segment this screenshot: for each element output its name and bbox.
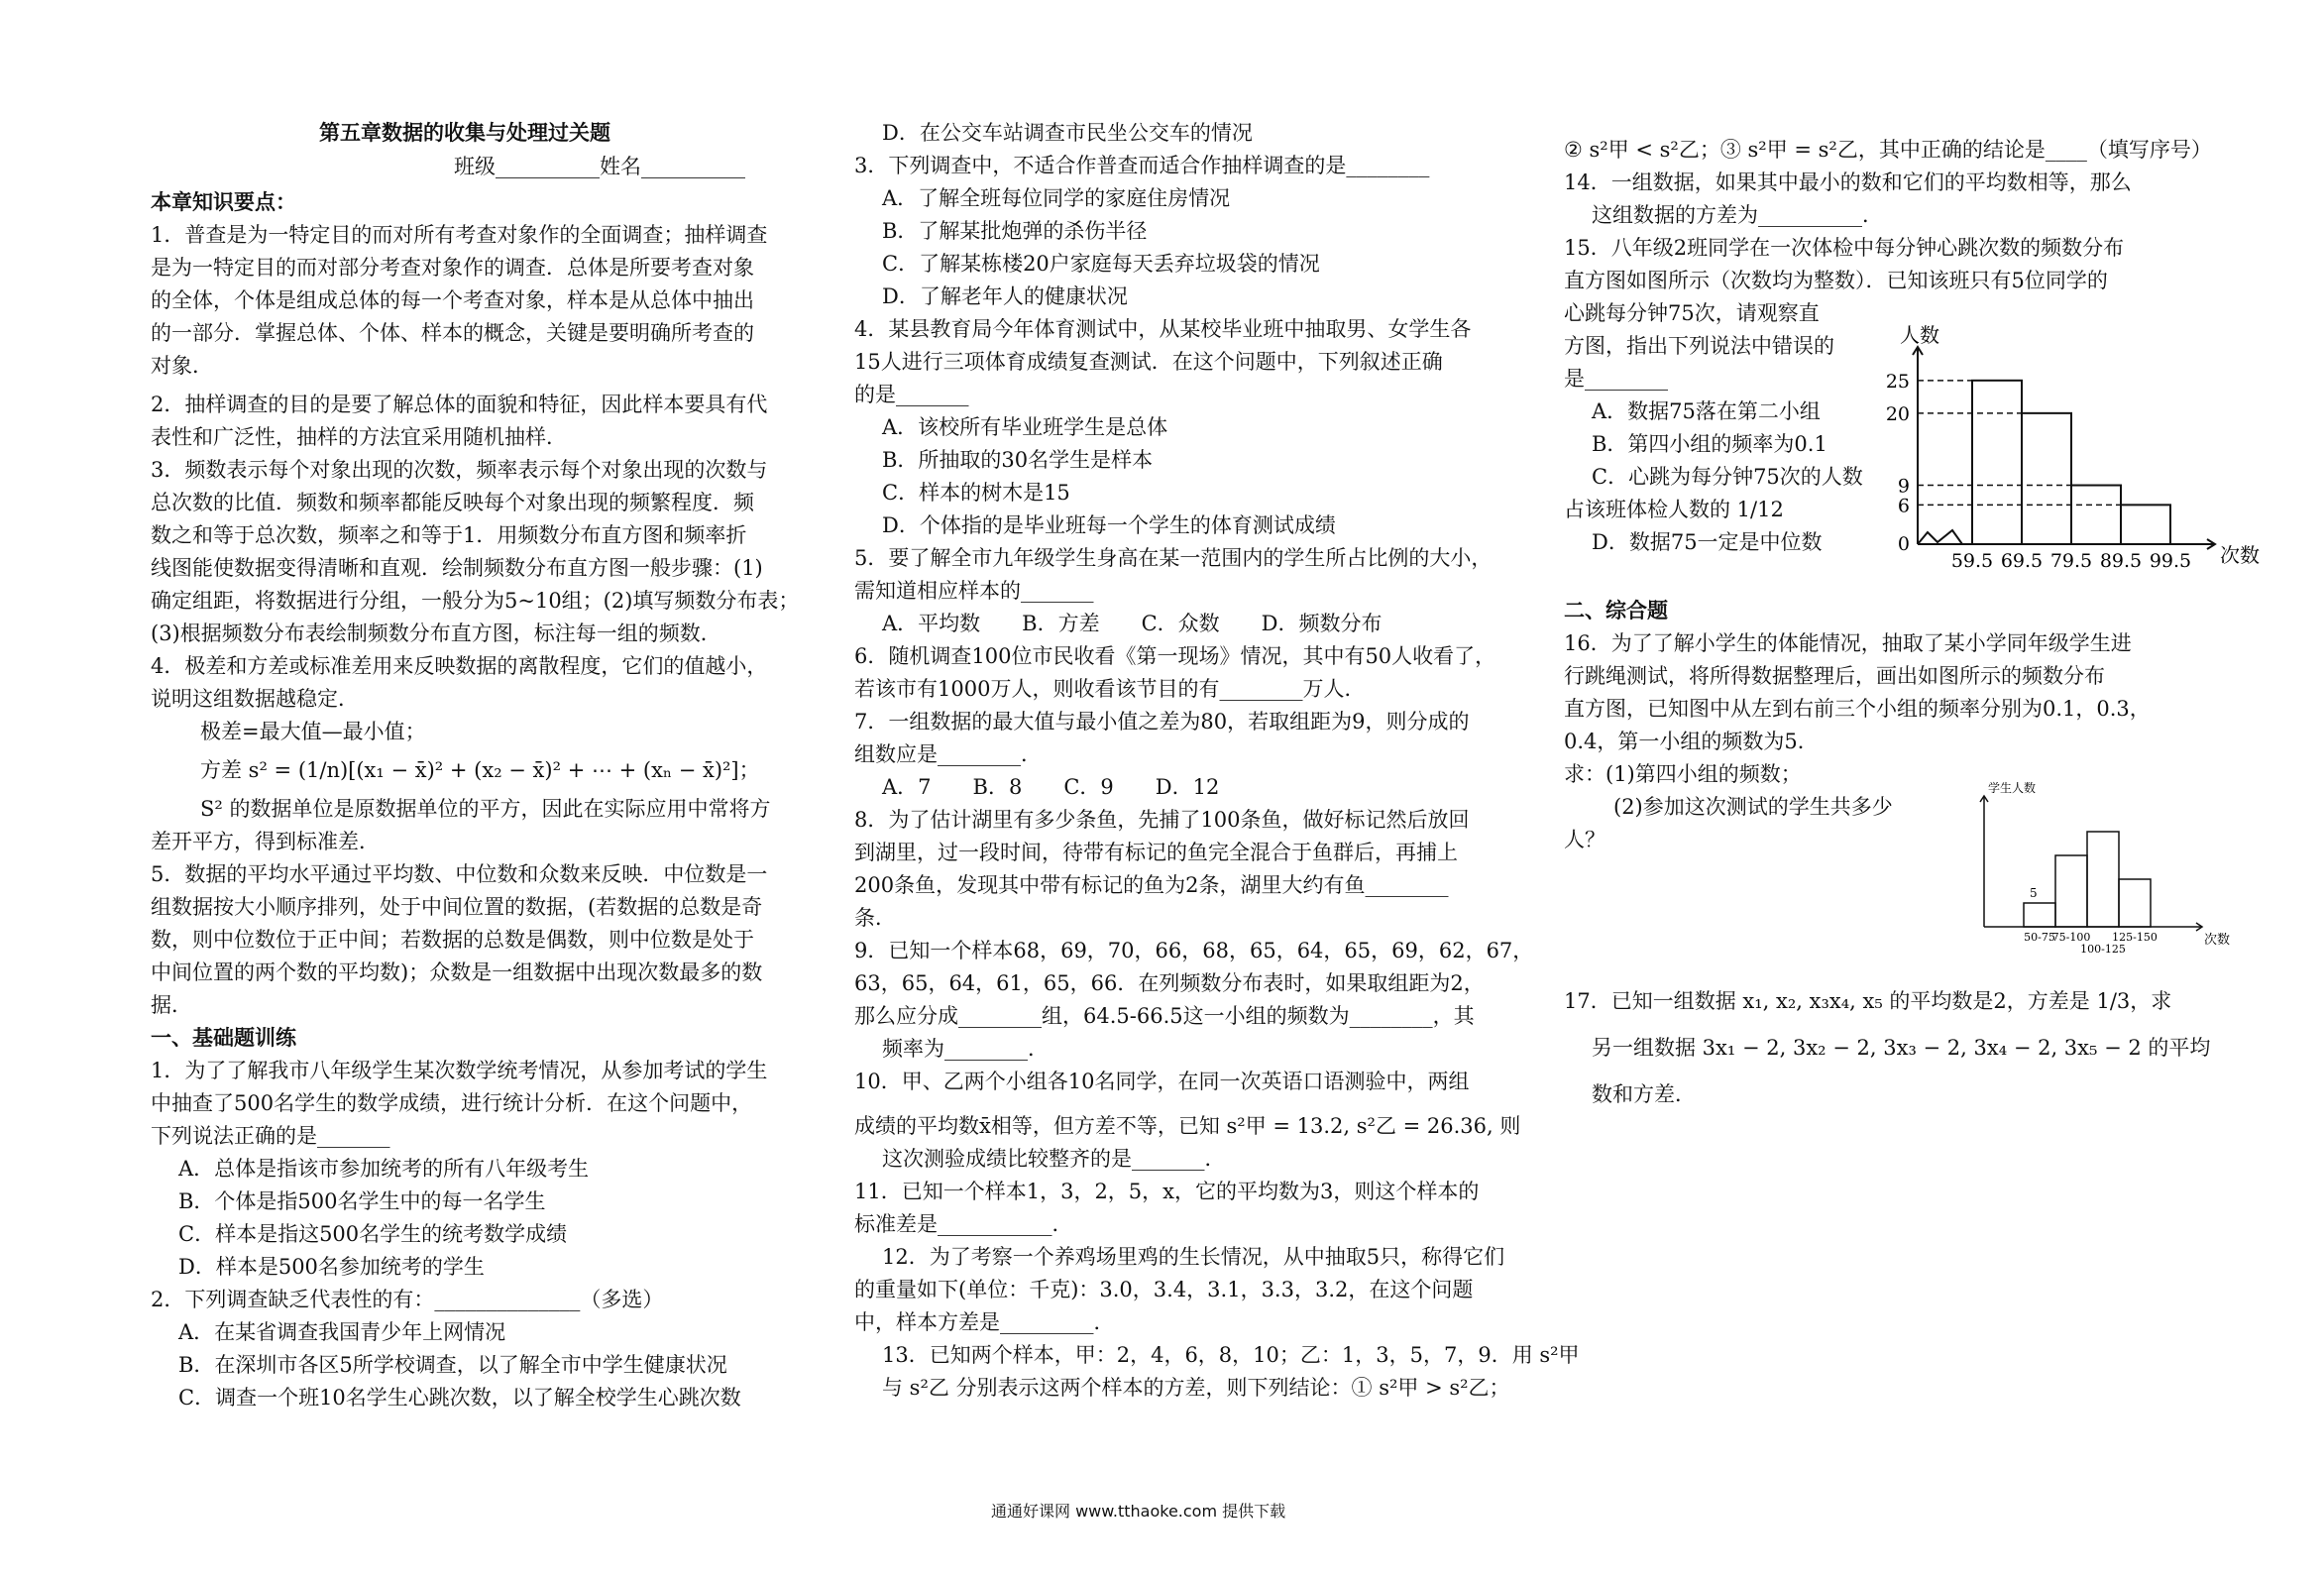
col1-line: D．样本是500名参加统考的学生: [178, 1255, 485, 1279]
y-tick-label: 0: [1897, 533, 1910, 555]
col2-line: 15人进行三项体育成绩复查测试．在这个问题中，下列叙述正确: [854, 350, 1443, 374]
col2-line: 成绩的平均数x̄相等，但方差不等，已知 s²甲 = 13.2, s²乙 = 26.36, 则: [854, 1114, 1521, 1138]
bar-value-label: 5: [2030, 886, 2038, 900]
col2-line: C．样本的树木是15: [882, 481, 1070, 505]
histogram-bar: [2121, 505, 2170, 544]
col3-line: 心跳每分钟75次，请观察直: [1564, 301, 1820, 325]
histogram-bar: [1972, 381, 2022, 544]
y-tick-label: 9: [1897, 475, 1910, 498]
histogram-bar: [2087, 832, 2119, 927]
col2-line: C．了解某栋楼20户家庭每天丢弃垃圾袋的情况: [882, 252, 1320, 276]
col1-line: 确定组距，将数据进行分组，一般分为5~10组；(2)填写频数分布表；: [151, 589, 800, 613]
col1-line: 说明这组数据越稳定．: [151, 687, 359, 711]
col2-line: 需知道相应样本的_______: [854, 579, 1094, 603]
col2-line: A．7 B．8 C．9 D．12: [882, 775, 1220, 799]
col2-line: 的重量如下(单位：千克)：3.0，3.4，3.1，3.3，3.2，在这个问题: [854, 1278, 1474, 1301]
col1-line: 组数据按大小顺序排列，处于中间位置的数据，(若数据的总数是奇: [151, 895, 763, 919]
x-tick-label: 50-75: [2024, 931, 2055, 944]
col1-line: 是为一特定目的而对部分考查对象作的调查．总体是所要考查对象: [151, 256, 754, 280]
col1-line: 3．频数表示每个对象出现的次数，频率表示每个对象出现的次数与: [151, 458, 768, 482]
col1-line: 的全体，个体是组成总体的每一个考查对象，样本是从总体中抽出: [151, 288, 754, 312]
page-footer: 通通好课网 www.tthaoke.com 提供下载: [991, 1502, 1286, 1521]
col3-line: 行跳绳测试，将所得数据整理后，画出如图所示的频数分布: [1564, 664, 2105, 688]
col3-line: 直方图如图所示（次数均为整数）．已知该班只有5位同学的: [1564, 269, 2108, 292]
col2-line: 条．: [854, 906, 896, 930]
col3-line: B．第四小组的频率为0.1: [1592, 432, 1827, 456]
col2-line: 7．一组数据的最大值与最小值之差为80，若取组距为9，则分成的: [854, 710, 1470, 734]
col2-line: 13．已知两个样本，甲：2，4，6，8，10；乙：1，3，5，7，9．用 s²甲: [882, 1343, 1580, 1367]
col2-line: 这次测验成绩比较整齐的是_______．: [882, 1147, 1226, 1171]
y-tick-label: 20: [1885, 402, 1910, 425]
col1-line: S² 的数据单位是原数据单位的平方，因此在实际应用中常将方: [200, 797, 771, 821]
histogram-bar: [2119, 879, 2151, 927]
col1-line: B．在深圳市各区5所学校调查，以了解全市中学生健康状况: [178, 1353, 727, 1377]
col1-line: 差开平方，得到标准差．: [151, 830, 380, 853]
col3-line: 二、综合题: [1564, 599, 1668, 622]
y-tick-label: 25: [1885, 370, 1910, 393]
col2-line: 9．已知一个样本68，69，70，66，68，65，64，65，69，62，67，: [854, 939, 1534, 962]
col1-line: 中间位置的两个数的平均数)；众数是一组数据中出现次数最多的数: [151, 960, 763, 984]
col1-line: 总次数的比值．频数和频率都能反映每个对象出现的频繁程度．频: [151, 491, 754, 514]
y-axis-label: 人数: [1900, 323, 1939, 347]
col3-line: 15．八年级2班同学在一次体检中每分钟心跳次数的频数分布: [1564, 236, 2125, 260]
col2-line: B．所抽取的30名学生是样本: [882, 448, 1154, 472]
col3-line: 0.4，第一小组的频数为5．: [1564, 730, 1819, 753]
col3-line: 方图，指出下列说法中错误的: [1564, 334, 1834, 358]
col2-line: 10．甲、乙两个小组各10名同学，在同一次英语口语测验中，两组: [854, 1070, 1470, 1093]
col1-line: 5．数据的平均水平通过平均数、中位数和众数来反映．中位数是一: [151, 862, 768, 886]
col1-line: 一、基础题训练: [151, 1026, 296, 1050]
col3-line: 直方图，已知图中从左到右前三个小组的频率分别为0.1，0.3，: [1564, 697, 2151, 721]
col2-line: 与 s²乙 分别表示这两个样本的方差，则下列结论：① s²甲 > s²乙；: [882, 1376, 1510, 1400]
histogram-bar: [2022, 413, 2071, 544]
col1-line: 4．极差和方差或标准差用来反映数据的离散程度，它们的值越小，: [151, 654, 768, 678]
col1-line: 数，则中位数位于正中间；若数据的总数是偶数，则中位数是处于: [151, 928, 754, 952]
x-axis-label: 次数: [2204, 933, 2231, 948]
x-tick-label: 125-150: [2112, 931, 2158, 944]
col2-line: 6．随机调查100位市民收看《第一现场》情况，其中有50人收看了，: [854, 644, 1496, 668]
col2-line: 11．已知一个样本1，3，2，5，x，它的平均数为3，则这个样本的: [854, 1180, 1480, 1203]
page-title: 第五章数据的收集与处理过关题: [319, 121, 610, 145]
name-class-line: 班级__________姓名__________: [454, 155, 745, 178]
column-left: [151, 186, 800, 1414]
col3-line: C．心跳为每分钟75次的人数: [1592, 465, 1863, 489]
col3-line: D．数据75一定是中位数: [1592, 530, 1823, 554]
col1-line: 的一部分．掌握总体、个体、样本的概念，关键是要明确所考查的: [151, 321, 754, 345]
col3-line: 是________: [1564, 367, 1668, 391]
x-tick-label: 100-125: [2080, 943, 2126, 956]
col1-line: 对象．: [151, 354, 213, 378]
col2-line: 频率为________．: [882, 1037, 1049, 1061]
col2-line: D．个体指的是毕业班每一个学生的体育测试成绩: [882, 513, 1336, 537]
col3-line: 人？: [1564, 828, 1605, 851]
col2-line: B．了解某批炮弹的杀伤半径: [882, 219, 1148, 243]
col1-line: A．总体是指该市参加统考的所有八年级考生: [178, 1157, 590, 1181]
col2-line: 200条鱼，发现其中带有标记的鱼为2条，湖里大约有鱼________: [854, 873, 1449, 897]
histogram-bar: [2071, 486, 2121, 544]
col2-line: 的是_______: [854, 383, 969, 406]
col2-line: A．了解全班每位同学的家庭住房情况: [882, 186, 1231, 210]
col1-line: (3)根据频数分布表绘制频数分布直方图，标注每一组的频数．: [151, 621, 721, 645]
y-tick-label: 6: [1897, 495, 1910, 517]
col3-line: 这组数据的方差为__________．: [1592, 203, 1883, 227]
col1-line: 据．: [151, 993, 192, 1017]
col1-line: 本章知识要点：: [151, 190, 296, 214]
col1-line: 中抽查了500名学生的数学成绩，进行统计分析．在这个问题中，: [151, 1091, 753, 1115]
x-axis-label: 次数: [2220, 543, 2260, 567]
col1-line: B．个体是指500名学生中的每一名学生: [178, 1189, 546, 1213]
col2-line: 63，65，64，61，65，66．在列频数分布表时，如果取组距为2，: [854, 971, 1485, 995]
y-axis-label: 学生人数: [1988, 781, 2037, 795]
x-tick-label: 69.5: [2000, 550, 2044, 572]
column-middle: [854, 117, 1580, 1405]
col1-line: A．在某省调查我国青少年上网情况: [178, 1320, 506, 1344]
histogram-bar: [2055, 855, 2087, 927]
x-tick-label: 79.5: [2049, 550, 2093, 572]
col2-line: D．了解老年人的健康状况: [882, 284, 1128, 308]
col3-line: (2)参加这次测试的学生共多少: [1613, 795, 1893, 819]
col2-line: 组数应是________．: [854, 742, 1042, 766]
col2-line: 中，样本方差是_________．: [854, 1310, 1115, 1334]
col1-line: 2．下列调查缺乏代表性的有：______________（多选）: [151, 1288, 664, 1311]
col1-line: 数之和等于总次数，频率之和等于1．用频数分布直方图和频率折: [151, 523, 747, 547]
col2-line: A．平均数 B．方差 C．众数 D．频数分布: [882, 612, 1383, 635]
col3-line: 占该班体检人数的 1/12: [1564, 498, 1784, 521]
col3-line: ② s²甲 < s²乙；③ s²甲 = s²乙，其中正确的结论是____（填写序号）: [1564, 138, 2212, 162]
col3-line: A．数据75落在第二小组: [1592, 399, 1821, 423]
col1-line: 1．普查是为一特定目的而对所有考查对象作的全面调查；抽样调查: [151, 223, 768, 247]
x-tick-label: 59.5: [1950, 550, 1994, 572]
col3-line: 14．一组数据，如果其中最小的数和它们的平均数相等，那么: [1564, 170, 2132, 194]
axis-break: [1918, 530, 1962, 544]
col1-line: 1．为了了解我市八年级学生某次数学统考情况，从参加考试的学生: [151, 1059, 768, 1082]
x-tick-label: 89.5: [2099, 550, 2143, 572]
col1-line: 方差 s² = (1/n)[(x₁ − x̄)² + (x₂ − x̄)² + ⋯ + (xₙ − x̄)²]；: [200, 758, 760, 782]
col3-line: 16．为了了解小学生的体能情况，抽取了某小学同年级学生进: [1564, 631, 2132, 655]
col3-line: 另一组数据 3x₁ − 2, 3x₂ − 2, 3x₃ − 2, 3x₄ − 2, 3x₅ − 2 的平均: [1592, 1036, 2211, 1060]
x-tick-label: 75-100: [2051, 931, 2091, 944]
col2-line: 标准差是___________．: [854, 1212, 1073, 1236]
col3-line: 17．已知一组数据 x₁, x₂, x₃x₄, x₅ 的平均数是2，方差是 1/3，求: [1564, 989, 2172, 1013]
col1-line: 表性和广泛性，抽样的方法宜采用随机抽样．: [151, 425, 567, 449]
heart-rate-histogram: [1873, 323, 2260, 590]
col1-line: 极差=最大值—最小值；: [200, 720, 426, 743]
col2-line: 3．下列调查中，不适合作普查而适合作抽样调查的是________: [854, 154, 1430, 177]
col1-line: 下列说法正确的是_______: [151, 1124, 390, 1148]
x-tick-label: 99.5: [2149, 550, 2192, 572]
col2-line: 若该市有1000万人，则收看该节目的有________万人．: [854, 677, 1366, 701]
col2-line: 那么应分成________组，64.5-66.5这一小组的频数为________，其: [854, 1004, 1475, 1028]
col2-line: D．在公交车站调查市民坐公交车的情况: [882, 121, 1253, 145]
col2-line: 5．要了解全市九年级学生身高在某一范围内的学生所占比例的大小，: [854, 546, 1493, 570]
col3-line: 求：(1)第四小组的频数；: [1564, 762, 1802, 786]
col2-line: 到湖里，过一段时间，待带有标记的鱼完全混合于鱼群后，再捕上: [854, 841, 1458, 864]
col2-line: 8．为了估计湖里有多少条鱼，先捕了100条鱼，做好标记然后放回: [854, 808, 1470, 832]
col1-line: 线图能使数据变得清晰和直观．绘制频数分布直方图一般步骤：(1): [151, 556, 763, 580]
histogram-bar: [2024, 903, 2055, 927]
col3-line: 数和方差．: [1592, 1082, 1696, 1106]
col1-line: C．调查一个班10名学生心跳次数，以了解全校学生心跳次数: [178, 1386, 741, 1410]
col1-line: 2．抽样调查的目的是要了解总体的面貌和特征，因此样本要具有代: [151, 393, 768, 416]
col2-line: A．该校所有毕业班学生是总体: [882, 415, 1168, 439]
col1-line: C．样本是指这500名学生的统考数学成绩: [178, 1222, 568, 1246]
rope-skipping-histogram: [1962, 778, 2260, 976]
col2-line: 4．某县教育局今年体育测试中，从某校毕业班中抽取男、女学生各: [854, 317, 1472, 341]
col2-line: 12．为了考察一个养鸡场里鸡的生长情况，从中抽取5只，称得它们: [882, 1245, 1505, 1269]
